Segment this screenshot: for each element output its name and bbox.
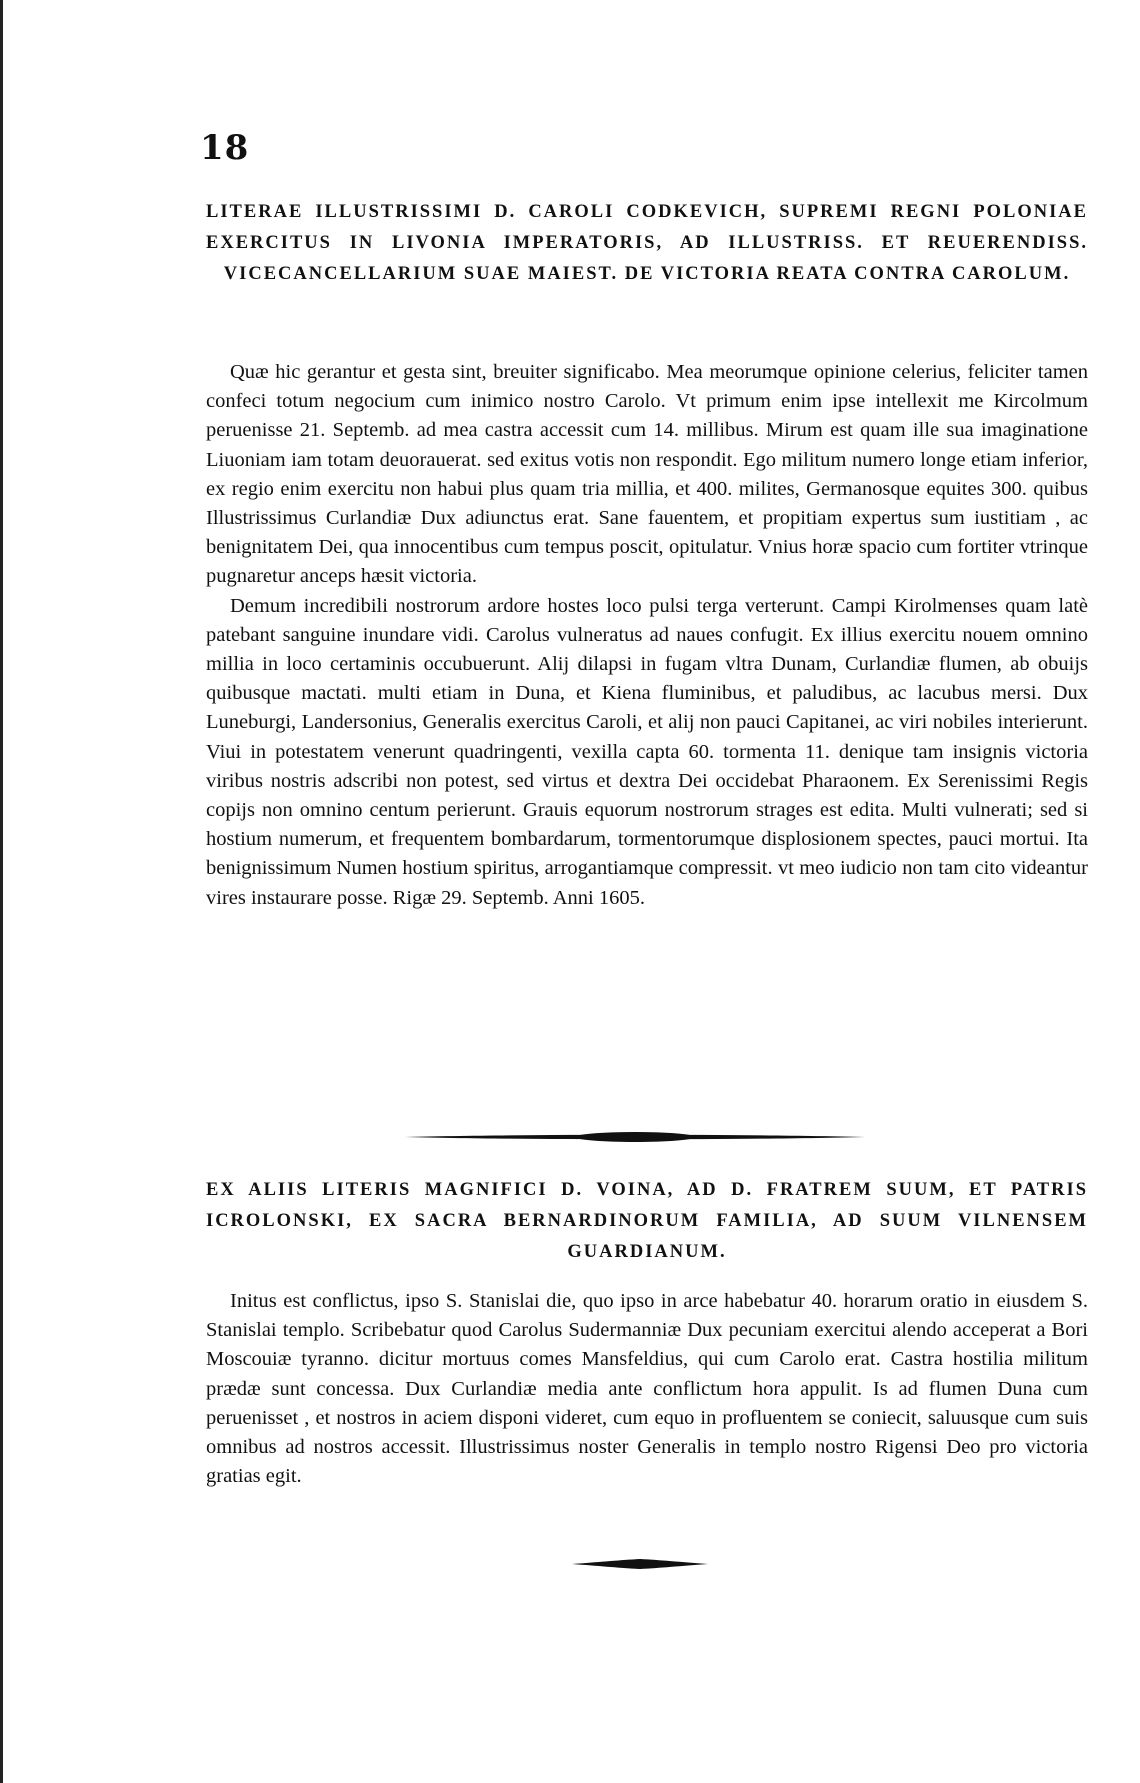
page-number: 18 bbox=[200, 128, 250, 168]
second-letter-body bbox=[206, 1287, 1088, 1491]
letter-heading: LITERAE ILLUSTRISSIMI D. CAROLI CODKEVICH, SUPREMI REGNI POLONIAE EXERCITUS IN LIVONIA IMPERATORIS, AD ILLUSTRISS. ET REUERENDISS. VICECANCELLARIUM SUAE MAIEST. DE VICTORIA REATA CONTRA CAROLUM. bbox=[206, 202, 1088, 284]
page-edge-line bbox=[0, 0, 3, 1783]
second-letter-heading: EX ALIIS LITERIS MAGNIFICI D. VOINA, AD D. FRATREM SUUM, ET PATRIS ICROLONSKI, EX SACRA BERNARDINORUM FAMILIA, AD SUUM VILNENSEM GUARDIANUM. bbox=[206, 1180, 1088, 1262]
paragraph: Initus est conflictus, ipso S. Stanislai die, quo ipso in arce habebatur 40. horarum oratio in eiusdem S. Stanislai templo. Scribebatur quod Carolus Sudermanniæ Dux pecuniam exercitui alendo acceperat a Bori Moscouiæ tyranno. dicitur mortuus comes Mansfeldius, qui cum Carolo erat. Castra hostilia militum prædæ sunt concessa. Dux Curlandiæ media ante conflictum hora appulit. Is ad flumen Duna cum peruenisset , et nostros in aciem disponi videret, cum equo in profluentem se coniecit, saluusque cum suis omnibus ad nostros accessit. Illustrissimus noster Generalis in templo nostro Rigensi Deo pro victoria gratias egit. bbox=[206, 1290, 1088, 1488]
letter-body bbox=[206, 358, 1088, 913]
paragraph: Demum incredibili nostrorum ardore hostes loco pulsi terga verterunt. Campi Kirolmenses quam latè patebant sanguine inundare vidi. Carolus vulneratus ad naues confugit. Ex illius exercitu nouem omnino millia in loco certaminis occubuerunt. Alij dilapsi in fugam vltra Dunam, Curlandiæ flumen, ab obuijs quibusque mactati. multi etiam in Duna, et Kiena fluminibus, et paludibus, ac lacubus mersi. Dux Luneburgi, Landersonius, Generalis exercitus Caroli, et alij non pauci Capitanei, ac viri nobiles interierunt. Viui in potestatem venerunt quadringenti, vexilla capta 60. tormenta 11. denique tam insignis victoria viribus nostris adscribi non potest, sed virtus et dextra Dei occidebat Pharaonem. Ex Serenissimi Regis copijs non omnino centum perierunt. Grauis equorum nostrorum strages est edita. Multi vulnerati; sed si hostium numerum, et frequentem bombardarum, tormentorumque displosionem spectes, pauci mortui. Ita benignissimum Numen hostium spiritus, arrogantiamque compressit. vt meo iudicio non tam cito videantur vires instaurare posse. Rigæ 29. Septemb. Anni 1605. bbox=[206, 594, 1088, 909]
paragraph: Quæ hic gerantur et gesta sint, breuiter significabo. Mea meorumque opinione celerius, feliciter tamen confeci totum negocium cum inimico nostro Carolo. Vt primum enim ipse intellexit me Kircolmum peruenisse 21. Septemb. ad mea castra accessit cum 14. millibus. Mirum est quam ille sua imaginatione Liuoniam iam totam deuorauerat. sed exitus votis non respondit. Ego militum numero longe etiam inferior, ex regio enim exercitu non habui plus quam tria millia, et 400. milites, Germanosque equites 300. quibus Illustrissimus Curlandiæ Dux adiunctus erat. Sane fauentem, et propitiam expertus sum iustitiam , ac benignitatem Dei, qua innocentibus cum tempus poscit, opitulatur. Vnius horæ spacio cum fortiter vtrinque pugnaretur anceps hæsit victoria. bbox=[206, 361, 1088, 588]
section-divider bbox=[400, 1125, 870, 1149]
end-ornament bbox=[570, 1554, 710, 1574]
